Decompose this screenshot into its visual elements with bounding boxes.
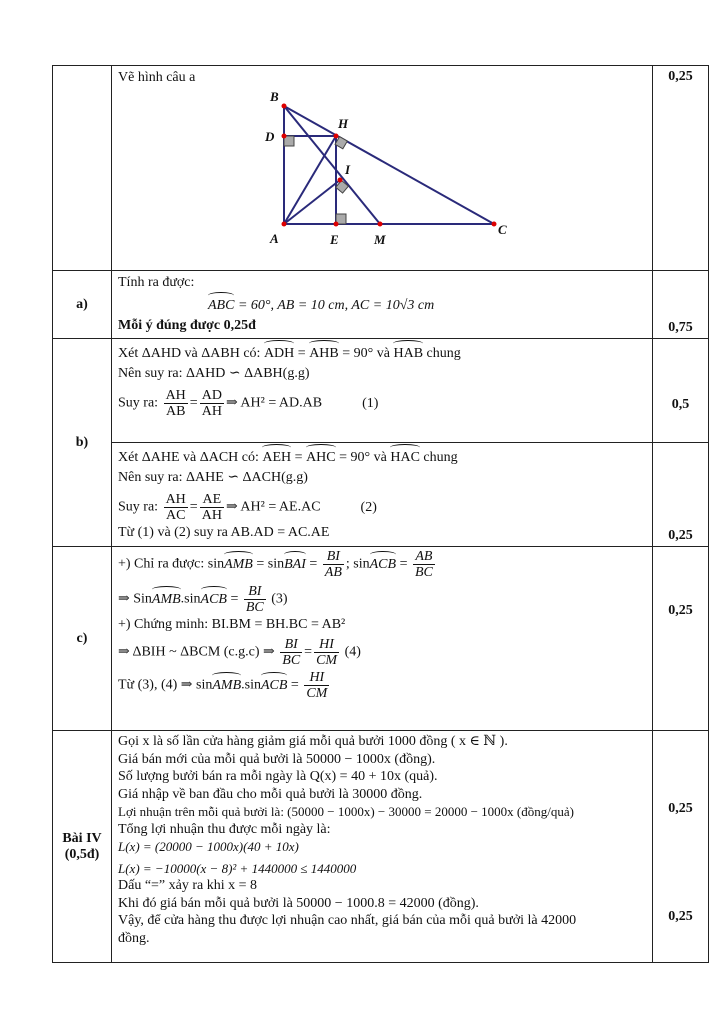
row-label-c: c)	[53, 547, 112, 731]
answer-iv: Gọi x là số lần cửa hàng giảm giá mỗi quả bưởi 1000 đồng ( x ∈ ℕ ). Giá bán mới của mỗi quả bưởi là 50000 − 1000x (đồng). Số lượng bưởi bán ra mỗi ngày là Q(x) = 40 + 10x (quả). Giá nhập về ban đầu cho mỗi quả bưởi là 30000 đồng. Lợi nhuận trên mỗi quả bưởi là: (50000 − 1000x) − 30000 = 20000 − 1000x (đồng/quả) Tổng lợi nhuận thu được mỗi ngày là: L(x) = (20000 − 1000x)(40 + 10x) L(x) = −10000(x − 8)² + 1440000 ≤ 1440000 Dấu “=” xảy ra khi x = 8 Khi đó giá bán mỗi quả bưởi là 50000 − 1000.8 = 42000 (đồng). Vậy, để cửa hàng thu được lợi nhuận cao nhất, giá bán của mỗi quả bưởi là 42000 đồng.	[112, 731, 653, 963]
geometry-figure	[258, 88, 528, 256]
score-a: 0,75	[653, 271, 709, 339]
score-b2: 0,25	[653, 443, 709, 547]
score-c: 0,25	[653, 547, 709, 731]
row-b2	[53, 443, 709, 547]
label-I: I	[345, 162, 351, 177]
score-drawing: 0,25	[653, 66, 709, 271]
row-label-empty	[53, 66, 112, 271]
score-b1: 0,5	[653, 339, 709, 443]
label-B: B	[270, 89, 279, 104]
score-iv: 0,25 0,25	[653, 731, 709, 963]
drawing-caption: Vẽ hình câu a	[118, 70, 196, 85]
answer-a: Tính ra được: ABC = 60°, AB = 10 cm, AC = 10√3 cm Mỗi ý đúng được 0,25đ	[112, 271, 653, 339]
label-C: C	[498, 222, 507, 237]
row-label-iv: Bài IV (0,5đ)	[53, 731, 112, 963]
row-b1	[53, 339, 709, 443]
row-a	[53, 271, 709, 339]
row-label-a: a)	[53, 271, 112, 339]
row-drawing	[53, 66, 709, 271]
label-M: M	[374, 232, 386, 247]
answer-c: +) Chỉ ra được: sinAMB = sinBAI = $\frac{BI}{AB}$ ; sinACB = $\frac{AB}{BC}$ ⇒ SinAMB.sinACB = $\frac{BI}{BC}$ (3) +) Chứng minh: BI.BM = BH.BC = AB² ⇒ ΔBIH ~ ΔBCM (c.g.c) ⇒ $\frac{BI}{BC}$ = $\frac{HI}{CM}$ (4) Từ (3), (4) ⇒ sinAMB.sinACB = $\frac{HI}{CM}$	[112, 547, 653, 731]
answer-b2: Xét ΔAHE và ΔACH có: AEH = AHC = 90° và HAC chung Nên suy ra: ΔAHE ∽ ΔACH(g.g) Suy ra: $\frac{AH}{AC}$ = $\frac{AE}{AH}$ ⇒ AH² = AE.AC (2) Từ (1) và (2) suy ra AB.AD = AC.AE	[112, 443, 653, 547]
drawing-cell	[112, 66, 653, 271]
answer-b1: Xét ΔAHD và ΔABH có: ADH = AHB = 90° và HAB chung Nên suy ra: ΔAHD ∽ ΔABH(g.g) Suy ra: $\frac{AH}{AB}$ = $\frac{AD}{AH}$ ⇒ AH² = AD.AB (1)	[112, 339, 653, 443]
row-c	[53, 547, 709, 731]
label-D: D	[265, 129, 275, 144]
solution-table	[52, 65, 709, 963]
label-E: E	[330, 232, 339, 247]
label-H: H	[338, 116, 349, 131]
label-A: A	[270, 231, 279, 246]
row-iv	[53, 731, 709, 963]
row-label-b: b)	[53, 339, 112, 547]
